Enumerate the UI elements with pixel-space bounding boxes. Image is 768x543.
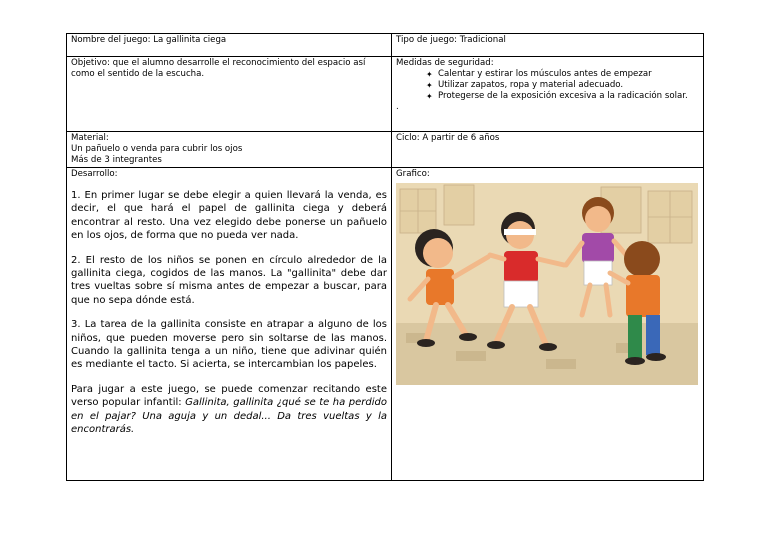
row-objective-safety: [67, 57, 704, 132]
cycle-cell: [392, 132, 704, 168]
graphic-title: Grafico:: [396, 169, 430, 179]
development-paragraph: [71, 383, 387, 437]
material-title: Material:: [71, 133, 109, 143]
material-cell: [67, 132, 392, 168]
development-paragraph: 3. La tarea de la gallinita consiste en atrapar a alguno de los niños, que pueden moverse pero sin soltarse de las manos. Cuando la gallinita tenga a un niño, tiene que adivinar quién es mediante el tacto. Si acierta, se intercambian los papeles.: [71, 319, 387, 371]
cycle-text: Ciclo: A partir de 6 años: [396, 133, 500, 143]
safety-item: ✦ Calentar y estirar los músculos antes de empezar: [426, 69, 699, 80]
development-title: Desarrollo:: [71, 169, 118, 179]
objective-cell: [67, 57, 392, 132]
verse-intro: Para jugar a este juego, se puede comenzar recitando este verso popular infantil:: [71, 383, 387, 409]
children-playing-illustration: [396, 183, 698, 385]
stray-dot: .: [396, 102, 399, 112]
row-material-cycle: [67, 132, 704, 168]
safety-item: ✦ Protegerse de la exposición excesiva a la radicación solar.: [426, 91, 699, 102]
verse-text: Gallinita, gallinita ¿qué se te ha perdido en el pajar? Una aguja y un dedal... Da tres vueltas y la encontrarás.: [71, 397, 387, 436]
material-line: Un pañuelo o venda para cubrir los ojos: [71, 144, 243, 154]
row-development-graphic: [67, 168, 704, 481]
row-name-type: [67, 34, 704, 57]
safety-list: [396, 69, 699, 102]
game-sheet-table: [66, 33, 704, 481]
development-cell: [67, 168, 392, 481]
game-type-cell: [392, 34, 704, 57]
safety-item: ✦ Utilizar zapatos, ropa y material adecuado.: [426, 80, 699, 91]
material-line: Más de 3 integrantes: [71, 155, 162, 165]
objective-text: Objetivo: que el alumno desarrolle el reconocimiento del espacio así como el sentido de la escucha.: [71, 58, 366, 79]
development-paragraph: 2. El resto de los niños se ponen en círculo alrededor de la gallinita ciega, cogidos de las manos. La "gallinita" debe dar tres vueltas sobre sí misma antes de empezar a buscar, para que no sepa dónde está.: [71, 254, 387, 306]
development-paragraph: 1. En primer lugar se debe elegir a quien llevará la venda, es decir, el que hará el papel de gallinita ciega y deberá encontrar al resto. Una vez elegido debe ponerse un pañuelo en los ojos, de forma que no pueda ver nada.: [71, 190, 387, 242]
graphic-cell: [392, 168, 704, 481]
game-type: Tipo de juego: Tradicional: [396, 35, 506, 45]
safety-title: Medidas de seguridad:: [396, 58, 494, 68]
game-name-cell: [67, 34, 392, 57]
safety-cell: [392, 57, 704, 132]
game-name: Nombre del juego: La gallinita ciega: [71, 35, 227, 45]
